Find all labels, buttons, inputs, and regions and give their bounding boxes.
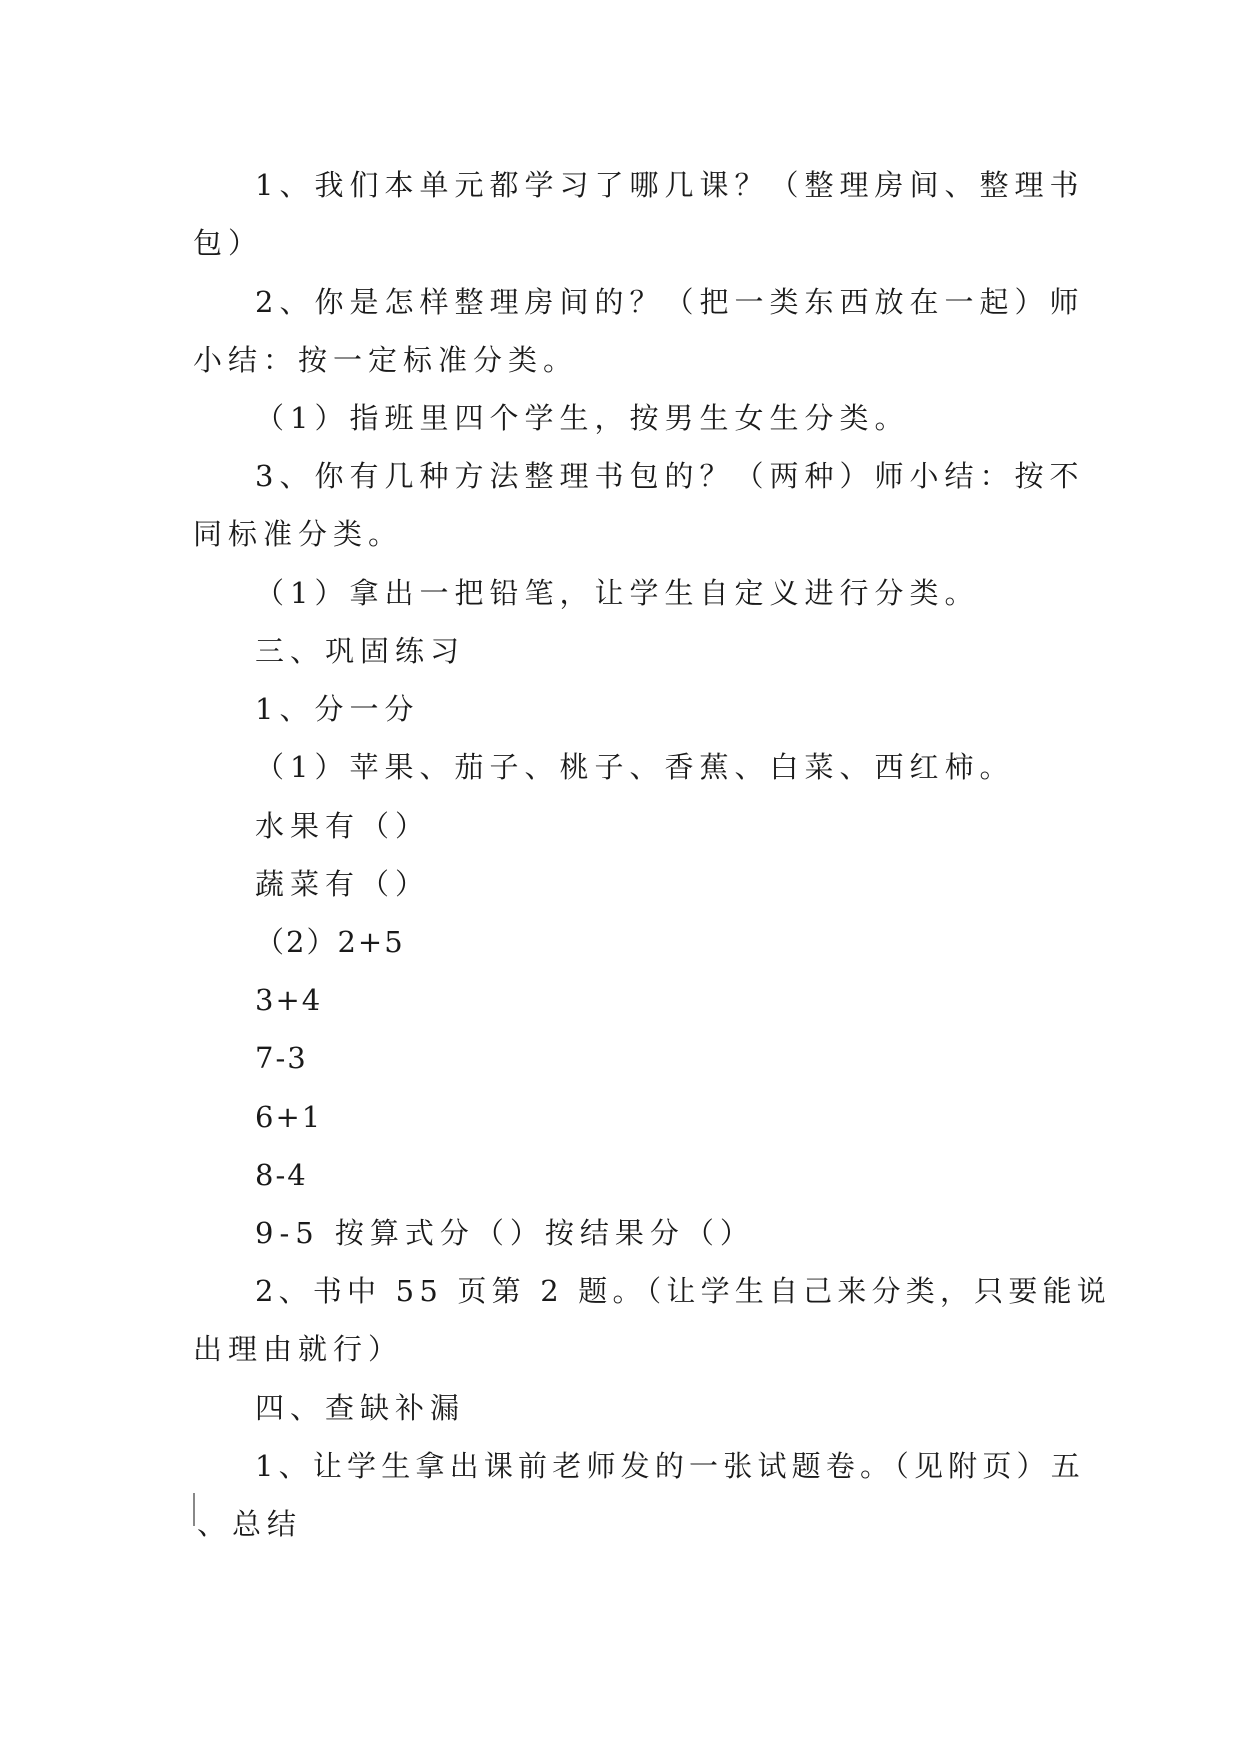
paragraph-line: 同标准分类。: [193, 517, 404, 551]
paragraph-line: （1）指班里四个学生，按男生女生分类。: [255, 401, 910, 435]
paragraph-line: 小结：按一定标准分类。: [193, 343, 579, 377]
paragraph-line: 3、你有几种方法整理书包的？（两种）师小结：按不: [255, 459, 1085, 493]
paragraph-line: 7-3: [255, 1041, 308, 1075]
paragraph-line: 1、让学生拿出课前老师发的一张试题卷。（见附页）五: [255, 1449, 1085, 1483]
paragraph-line: 1、我们本单元都学习了哪几课？（整理房间、整理书: [255, 168, 1085, 202]
paragraph-line: 出理由就行）: [193, 1332, 404, 1366]
paragraph-line: 2、书中 55 页第 2 题。（让学生自己来分类，只要能说: [255, 1274, 1111, 1308]
paragraph-line: 1、分一分: [255, 692, 420, 726]
section-heading: 、总结: [197, 1507, 303, 1541]
text-cursor: [193, 1493, 195, 1526]
paragraph-line: 9-5 按算式分（）按结果分（）: [255, 1216, 755, 1250]
paragraph-line: （2）2+5: [255, 925, 405, 959]
paragraph-line: （1）苹果、茄子、桃子、香蕉、白菜、西红柿。: [255, 750, 1015, 784]
paragraph-line: 蔬菜有（）: [255, 867, 431, 901]
paragraph-line: （1）拿出一把铅笔，让学生自定义进行分类。: [255, 576, 980, 610]
paragraph-line: 包）: [193, 226, 264, 260]
paragraph-line: 8-4: [255, 1158, 308, 1192]
section-heading: 四、查缺补漏: [255, 1391, 466, 1425]
section-heading: 三、巩固练习: [255, 634, 466, 668]
paragraph-line: 3+4: [255, 983, 323, 1017]
paragraph-line: 水果有（）: [255, 809, 431, 843]
paragraph-line: 2、你是怎样整理房间的？（把一类东西放在一起）师: [255, 285, 1085, 319]
paragraph-line: 6+1: [255, 1100, 323, 1134]
